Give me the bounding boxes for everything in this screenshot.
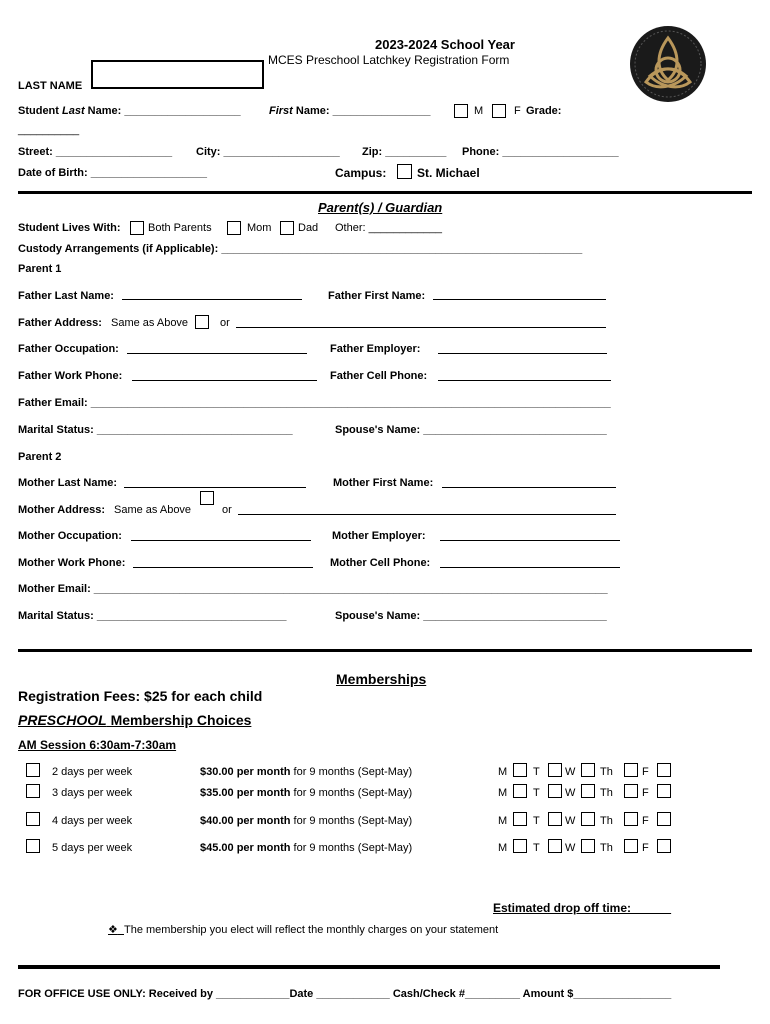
weekday-label-th: Th xyxy=(600,766,613,778)
mother-employer-label: Mother Employer: xyxy=(332,530,426,542)
weekday-label-t: T xyxy=(533,842,540,854)
gender-m-label: M xyxy=(474,105,484,117)
father-occupation-input[interactable] xyxy=(127,353,307,354)
father-employer-input[interactable] xyxy=(438,353,607,354)
mother-same-as-above-label: Same as Above xyxy=(114,504,192,516)
weekday-checkbox-th[interactable] xyxy=(624,839,638,853)
other-field[interactable]: Other: ____________ xyxy=(335,222,443,234)
section-divider xyxy=(18,191,752,194)
weekday-label-t: T xyxy=(533,787,540,799)
weekday-checkbox-w[interactable] xyxy=(581,839,595,853)
custody-field[interactable]: Custody Arrangements (if Applicable): ___________________________________________________________ xyxy=(18,243,583,255)
mother-same-as-above-checkbox[interactable] xyxy=(200,491,214,505)
weekday-label-f: F xyxy=(642,787,649,799)
student-first-name-field[interactable]: First Name: ________________ xyxy=(269,105,431,117)
last-name-box[interactable] xyxy=(91,60,264,89)
weekday-label-th: Th xyxy=(600,787,613,799)
weekday-checkbox-f[interactable] xyxy=(657,784,671,798)
weekday-checkbox-w[interactable] xyxy=(581,812,595,826)
father-first-name-input[interactable] xyxy=(433,299,606,300)
weekday-label-f: F xyxy=(642,766,649,778)
office-use-field[interactable]: FOR OFFICE USE ONLY: Received by ____________Date ____________ Cash/Check #_________ Amount $________________ xyxy=(18,988,672,1000)
membership-option-checkbox[interactable] xyxy=(26,784,40,798)
dropoff-time-field[interactable]: Estimated drop off time:______ xyxy=(493,901,672,915)
weekday-label-w: W xyxy=(565,766,576,778)
father-work-phone-label: Father Work Phone: xyxy=(18,370,123,382)
parent-1-label: Parent 1 xyxy=(18,263,62,275)
office-divider xyxy=(18,965,720,969)
dob-field[interactable]: Date of Birth: ___________________ xyxy=(18,167,207,179)
membership-days-label: 5 days per week xyxy=(52,842,133,854)
registration-fees: Registration Fees: $25 for each child xyxy=(18,688,263,704)
phone-field[interactable]: Phone: ___________________ xyxy=(462,146,619,158)
weekday-checkbox-th[interactable] xyxy=(624,763,638,777)
father-first-name-label: Father First Name: xyxy=(328,290,426,302)
mother-first-name-label: Mother First Name: xyxy=(333,477,434,489)
father-last-name-label: Father Last Name: xyxy=(18,290,114,302)
father-work-phone-input[interactable] xyxy=(132,380,317,381)
campus-st-michael-label: St. Michael xyxy=(417,166,480,180)
weekday-checkbox-m[interactable] xyxy=(513,839,527,853)
school-year-title: 2023-2024 School Year xyxy=(375,37,515,52)
weekday-checkbox-th[interactable] xyxy=(624,812,638,826)
weekday-label-m: M xyxy=(498,787,508,799)
note-bullet-icon: ❖ xyxy=(108,924,118,936)
mother-address-or: or xyxy=(222,504,232,516)
weekday-label-m: M xyxy=(498,766,508,778)
weekday-checkbox-t[interactable] xyxy=(548,812,562,826)
grade-continuation: __________ xyxy=(18,124,80,136)
weekday-checkbox-f[interactable] xyxy=(657,839,671,853)
father-employer-label: Father Employer: xyxy=(330,343,421,355)
campus-label: Campus: xyxy=(335,166,387,180)
membership-option-checkbox[interactable] xyxy=(26,839,40,853)
weekday-checkbox-t[interactable] xyxy=(548,839,562,853)
father-address-label: Father Address: xyxy=(18,317,102,329)
school-logo xyxy=(628,24,708,104)
student-last-name-field[interactable]: Student Last Name: ___________________ xyxy=(18,105,241,117)
mother-email-field[interactable]: Mother Email: ____________________________________________________________________________________ xyxy=(18,583,608,595)
weekday-label-th: Th xyxy=(600,815,613,827)
father-same-as-above-checkbox[interactable] xyxy=(195,315,209,329)
weekday-checkbox-m[interactable] xyxy=(513,784,527,798)
dad-label: Dad xyxy=(298,222,319,234)
mom-label: Mom xyxy=(247,222,272,234)
weekday-label-m: M xyxy=(498,815,508,827)
membership-days-label: 3 days per week xyxy=(52,787,133,799)
mother-last-name-input[interactable] xyxy=(124,487,306,488)
spouse-name-2-field[interactable]: Spouse's Name: ______________________________ xyxy=(335,610,607,622)
both-parents-checkbox[interactable] xyxy=(130,221,144,235)
mother-work-phone-input[interactable] xyxy=(133,567,313,568)
weekday-checkbox-t[interactable] xyxy=(548,784,562,798)
parent-2-label: Parent 2 xyxy=(18,451,62,463)
grade-field[interactable]: Grade: xyxy=(526,105,562,117)
gender-m-checkbox[interactable] xyxy=(454,104,468,118)
weekday-checkbox-f[interactable] xyxy=(657,812,671,826)
mother-occupation-label: Mother Occupation: xyxy=(18,530,122,542)
last-name-label: LAST NAME xyxy=(18,80,83,92)
both-parents-label: Both Parents xyxy=(148,222,212,234)
weekday-checkbox-f[interactable] xyxy=(657,763,671,777)
weekday-checkbox-m[interactable] xyxy=(513,812,527,826)
membership-price: $30.00 per month for 9 months (Sept-May) xyxy=(200,766,413,778)
membership-option-checkbox[interactable] xyxy=(26,812,40,826)
weekday-label-w: W xyxy=(565,787,576,799)
memberships-heading: Memberships xyxy=(336,671,427,687)
father-address-input[interactable] xyxy=(236,327,606,328)
membership-price: $35.00 per month for 9 months (Sept-May) xyxy=(200,787,413,799)
guardian-heading: Parent(s) / Guardian xyxy=(318,200,443,215)
city-field[interactable]: City: ___________________ xyxy=(196,146,340,158)
am-session-label: AM Session 6:30am-7:30am xyxy=(18,738,177,752)
weekday-checkbox-m[interactable] xyxy=(513,763,527,777)
father-cell-phone-label: Father Cell Phone: xyxy=(330,370,428,382)
weekday-checkbox-w[interactable] xyxy=(581,784,595,798)
dad-checkbox[interactable] xyxy=(280,221,294,235)
father-email-field[interactable]: Father Email: _____________________________________________________________________________________ xyxy=(18,397,611,409)
father-cell-phone-input[interactable] xyxy=(438,380,611,381)
marital-status-1-field[interactable]: Marital Status: ________________________________ xyxy=(18,424,293,436)
triquetra-logo-icon xyxy=(628,24,708,104)
weekday-label-t: T xyxy=(533,766,540,778)
mother-cell-phone-label: Mother Cell Phone: xyxy=(330,557,431,569)
mother-first-name-input[interactable] xyxy=(442,487,616,488)
weekday-label-th: Th xyxy=(600,842,613,854)
mother-cell-phone-input[interactable] xyxy=(440,567,620,568)
marital-status-2-field[interactable]: Marital Status: _______________________________ xyxy=(18,610,287,622)
street-field[interactable]: Street: ___________________ xyxy=(18,146,173,158)
membership-days-label: 4 days per week xyxy=(52,815,133,827)
weekday-label-f: F xyxy=(642,815,649,827)
lives-with-label: Student Lives With: xyxy=(18,222,121,234)
weekday-label-w: W xyxy=(565,842,576,854)
membership-price: $40.00 per month for 9 months (Sept-May) xyxy=(200,815,413,827)
weekday-checkbox-w[interactable] xyxy=(581,763,595,777)
gender-f-label: F xyxy=(514,105,521,117)
preschool-choices-heading: PRESCHOOL Membership Choices xyxy=(18,712,252,728)
weekday-checkbox-t[interactable] xyxy=(548,763,562,777)
campus-st-michael-checkbox[interactable] xyxy=(397,164,412,179)
membership-days-label: 2 days per week xyxy=(52,766,133,778)
weekday-label-t: T xyxy=(533,815,540,827)
membership-option-checkbox[interactable] xyxy=(26,763,40,777)
gender-f-checkbox[interactable] xyxy=(492,104,506,118)
mother-address-input[interactable] xyxy=(238,514,616,515)
weekday-checkbox-th[interactable] xyxy=(624,784,638,798)
note-text: The membership you elect will reflect the monthly charges on your statement xyxy=(124,924,499,936)
weekday-label-f: F xyxy=(642,842,649,854)
mother-address-label: Mother Address: xyxy=(18,504,105,516)
weekday-label-m: M xyxy=(498,842,508,854)
mother-employer-input[interactable] xyxy=(440,540,620,541)
membership-price: $45.00 per month for 9 months (Sept-May) xyxy=(200,842,413,854)
father-occupation-label: Father Occupation: xyxy=(18,343,119,355)
spouse-name-1-field[interactable]: Spouse's Name: ______________________________ xyxy=(335,424,607,436)
mother-work-phone-label: Mother Work Phone: xyxy=(18,557,126,569)
form-title: MCES Preschool Latchkey Registration Form xyxy=(268,53,510,67)
father-address-or: or xyxy=(220,317,230,329)
father-last-name-input[interactable] xyxy=(122,299,302,300)
mom-checkbox[interactable] xyxy=(227,221,241,235)
weekday-label-w: W xyxy=(565,815,576,827)
father-same-as-above-label: Same as Above xyxy=(111,317,189,329)
membership-note xyxy=(108,923,498,936)
zip-field[interactable]: Zip: __________ xyxy=(362,146,447,158)
section-divider-2 xyxy=(18,649,752,652)
mother-last-name-label: Mother Last Name: xyxy=(18,477,118,489)
mother-occupation-input[interactable] xyxy=(131,540,311,541)
